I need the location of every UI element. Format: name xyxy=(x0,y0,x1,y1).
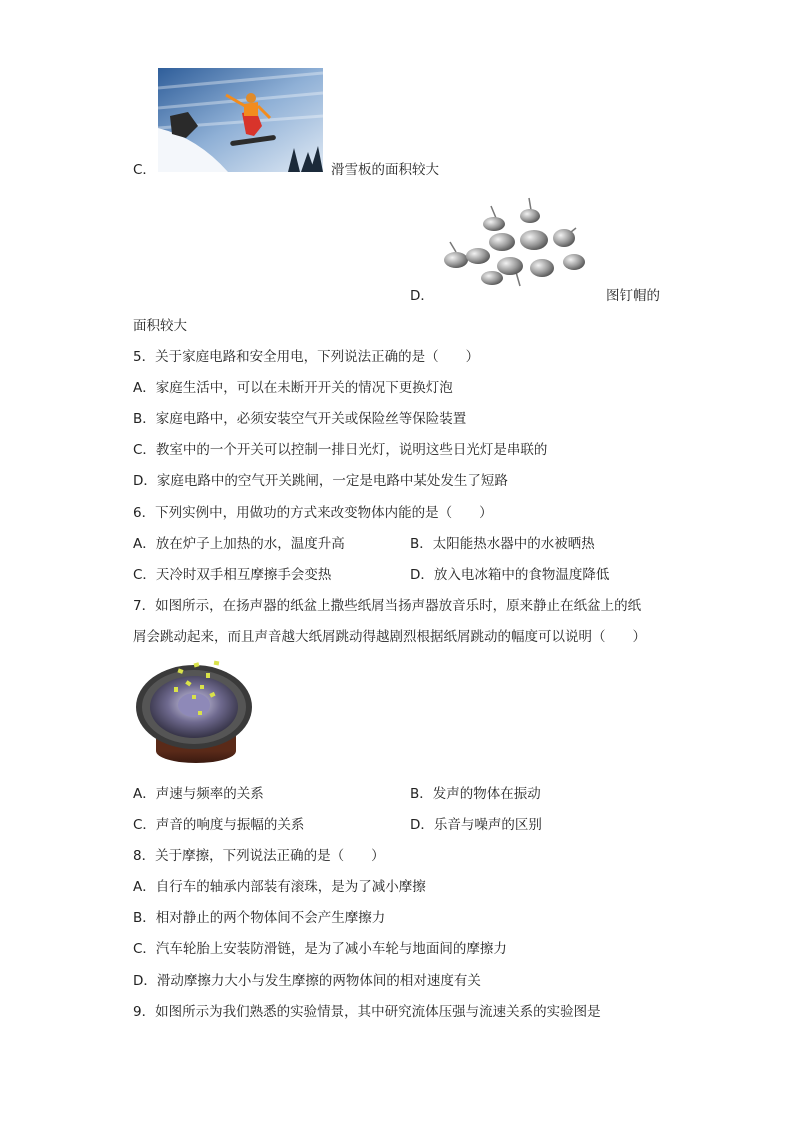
q6-option-a: A．放在炉子上加热的水，温度升高 xyxy=(133,536,345,552)
thumbtacks-image xyxy=(436,196,590,292)
q7-stem-line2: 屑会跳动起来，而且声音越大纸屑跳动得越剧烈根据纸屑跳动的幅度可以说明（ ） xyxy=(133,629,646,645)
speaker-image xyxy=(134,655,256,767)
q8-option-a: A．自行车的轴承内部装有滚珠，是为了减小摩擦 xyxy=(133,879,426,895)
q7-option-a: A．声速与频率的关系 xyxy=(133,786,264,802)
q8-option-c: C．汽车轮胎上安装防滑链，是为了减小车轮与地面间的摩擦力 xyxy=(133,941,507,957)
q7-option-d: D．乐音与噪声的区别 xyxy=(410,817,542,833)
q5-option-d: D．家庭电路中的空气开关跳闸，一定是电路中某处发生了短路 xyxy=(133,473,508,489)
q5-stem: 5．关于家庭电路和安全用电，下列说法正确的是（ ） xyxy=(133,349,480,365)
q6-option-d: D．放入电冰箱中的食物温度降低 xyxy=(410,567,610,583)
snowboarder-image xyxy=(158,68,323,172)
q4-option-c-letter: C． xyxy=(133,162,156,178)
q6-stem: 6．下列实例中，用做功的方式来改变物体内能的是（ ） xyxy=(133,505,493,521)
q8-option-b: B．相对静止的两个物体间不会产生摩擦力 xyxy=(133,910,386,926)
q4-option-d-text: 图钉帽的 xyxy=(606,288,660,304)
q4-option-c-text: 滑雪板的面积较大 xyxy=(331,162,439,178)
q5-option-a: A．家庭生活中，可以在未断开开关的情况下更换灯泡 xyxy=(133,380,453,396)
q4-option-d-text-cont: 面积较大 xyxy=(133,318,187,334)
q5-option-b: B．家庭电路中，必须安装空气开关或保险丝等保险装置 xyxy=(133,411,467,427)
q8-option-d: D．滑动摩擦力大小与发生摩擦的两物体间的相对速度有关 xyxy=(133,973,481,989)
q9-stem: 9．如图所示为我们熟悉的实验情景，其中研究流体压强与流速关系的实验图是 xyxy=(133,1004,601,1020)
q4-option-d-letter: D． xyxy=(410,288,434,304)
q7-stem-line1: 7．如图所示，在扬声器的纸盆上撒些纸屑当扬声器放音乐时，原来静止在纸盆上的纸 xyxy=(133,598,642,614)
q6-option-b: B．太阳能热水器中的水被晒热 xyxy=(410,536,595,552)
q7-option-c: C．声音的响度与振幅的关系 xyxy=(133,817,305,833)
q5-option-c: C．教室中的一个开关可以控制一排日光灯，说明这些日光灯是串联的 xyxy=(133,442,548,458)
q7-option-b: B．发声的物体在振动 xyxy=(410,786,541,802)
q6-option-c: C．天冷时双手相互摩擦手会变热 xyxy=(133,567,332,583)
q8-stem: 8．关于摩擦，下列说法正确的是（ ） xyxy=(133,848,385,864)
